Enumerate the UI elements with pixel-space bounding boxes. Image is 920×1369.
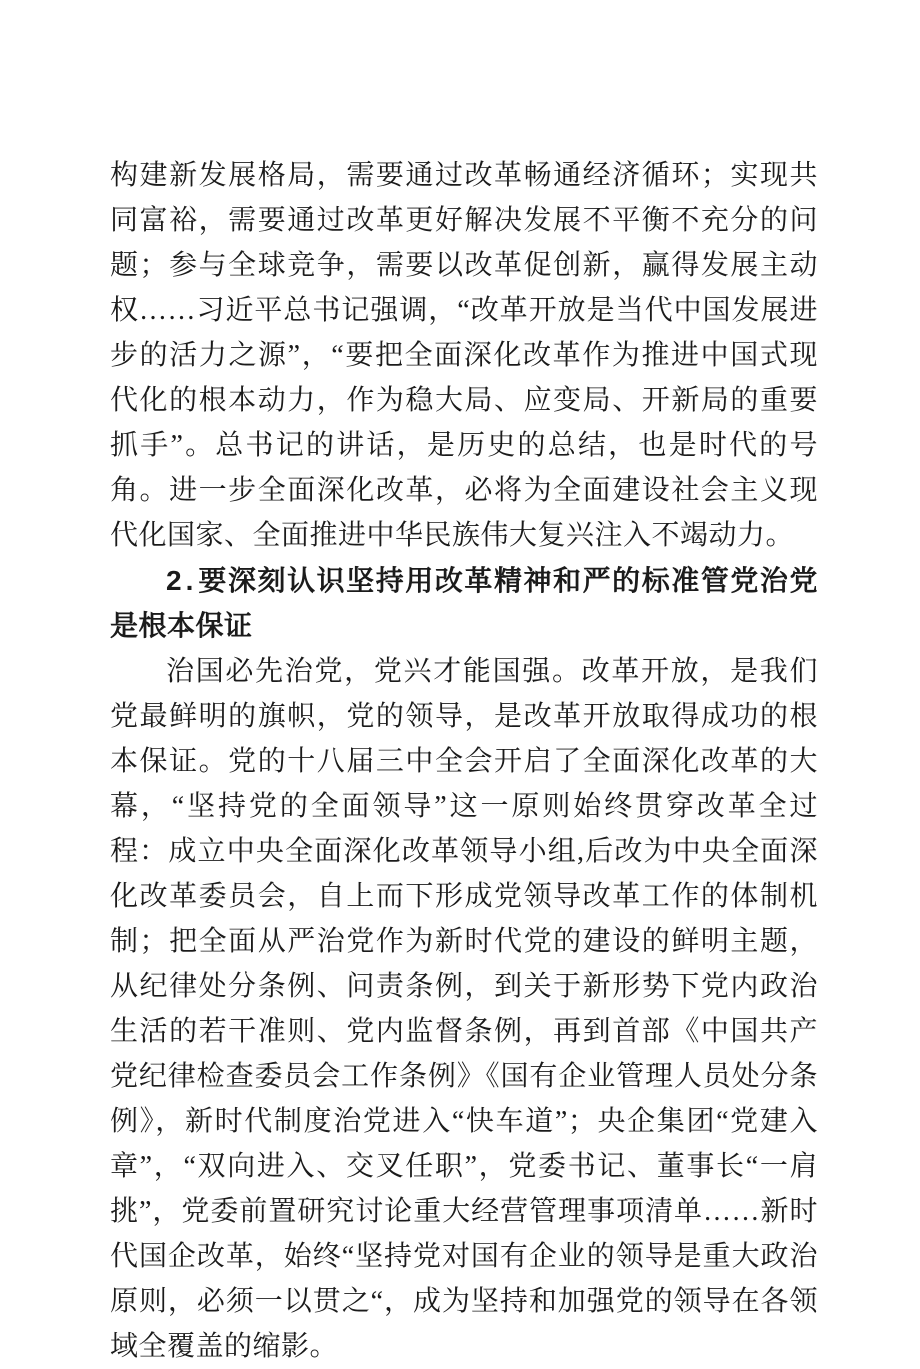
section-heading-number: 2.: [166, 565, 198, 596]
document-text-block: [110, 153, 818, 1369]
paragraph-continuation: 构建新发展格局，需要通过改革畅通经济循环；实现共同富裕，需要通过改革更好解决发展不平衡不充分的问题；参与全球竞争，需要以改革促创新，赢得发展主动权……习近平总书记强调，“改革开放是当代中国发展进步的活力之源”，“要把全面深化改革作为推进中国式现代化的根本动力，作为稳大局、应变局、开新局的重要抓手”。总书记的讲话，是历史的总结，也是时代的号角。进一步全面深化改革，必将为全面建设社会主义现代化国家、全面推进中华民族伟大复兴注入不竭动力。: [110, 160, 818, 551]
section-heading-text: 要深刻认识坚持用改革精神和严的标准管党治党是根本保证: [110, 566, 818, 642]
paragraph-body: 治国必先治党，党兴才能国强。改革开放，是我们党最鲜明的旗帜，党的领导，是改革开放取得成功的根本保证。党的十八届三中全会开启了全面深化改革的大幕，“坚持党的全面领导”这一原则始终贯穿改革全过程：成立中央全面深化改革领导小组,后改为中央全面深化改革委员会，自上而下形成党领导改革工作的体制机制；把全面从严治党作为新时代党的建设的鲜明主题，从纪律处分条例、问责条例，到关于新形势下党内政治生活的若干准则、党内监督条例，再到首部《中国共产党纪律检查委员会工作条例》《国有企业管理人员处分条例》，新时代制度治党进入“快车道”；央企集团“党建入章”，“双向进入、交叉任职”，党委书记、董事长“一肩挑”，党委前置研究讨论重大经营管理事项清单……新时代国企改革，始终“坚持党对国有企业的领导是重大政治原则，必须一以贯之“，成为坚持和加强党的领导在各领域全覆盖的缩影。: [110, 656, 818, 1362]
section-heading: [110, 558, 818, 649]
